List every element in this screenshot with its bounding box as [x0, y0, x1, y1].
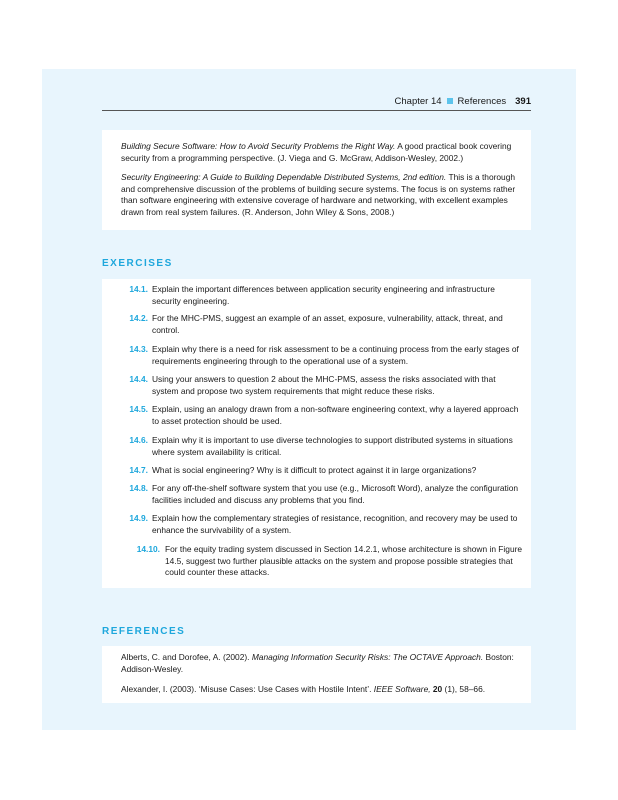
- reference-volume: 20: [432, 684, 443, 694]
- running-header: [102, 96, 531, 111]
- exercise-text: Explain the important differences between application security engineering and infrastructure security engineering.: [152, 284, 495, 306]
- reference-authors: Alexander, I. (2003). ‘Misuse Cases: Use Cases with Hostile Intent’.: [121, 684, 372, 694]
- further-reading-item: [121, 172, 526, 219]
- exercise-number: 14.8.: [129, 483, 148, 493]
- exercise-number: 14.7.: [129, 465, 148, 475]
- reference-journal: IEEE Software,: [373, 684, 431, 694]
- book-description: A good practical book covering security from a programming perspective. (J. Viega and G. McGraw, Addison-Wesley, 2002.): [121, 141, 512, 163]
- exercise-text: Using your answers to question 2 about the MHC-PMS, assess the risks associated with that system and propose two system requirements that might reduce these risks.: [152, 374, 496, 396]
- exercise-text: Explain why it is important to use diverse technologies to support distributed systems in situations where system availability is critical.: [152, 435, 513, 457]
- exercise-number: 14.1.: [129, 284, 148, 294]
- further-reading-item: [121, 141, 526, 164]
- book-description: This is a thorough and comprehensive discussion of the problems of building secure systems. The focus is on systems rather than software engineering with extensive coverage of hardware and networking, with excellent examples drawn from real system failures. (R. Anderson, John Wiley & Sons, 2008.): [121, 172, 516, 218]
- chapter-label: Chapter 14: [394, 96, 442, 107]
- exercise-number: 14.5.: [129, 404, 148, 414]
- exercise-text: Explain how the complementary strategies of resistance, recognition, and recovery may be used to enhance the survivability of a system.: [152, 513, 518, 535]
- exercise-text: Explain, using an analogy drawn from a non-software engineering context, why a layered approach to asset protection should be used.: [152, 404, 519, 426]
- reference-pages: (1), 58–66.: [444, 684, 486, 694]
- exercise-text: For the MHC-PMS, suggest an example of an asset, exposure, vulnerability, attack, threat, and control.: [152, 313, 503, 335]
- page-number: 391: [515, 96, 531, 107]
- exercise-number: 14.10.: [136, 544, 160, 554]
- reference-title: Managing Information Security Risks: The OCTAVE Approach.: [251, 652, 484, 662]
- exercise-text: For the equity trading system discussed in Section 14.2.1, whose architecture is shown in Figure 14.5, suggest two further plausible attacks on the system and propose possible strategies that could counter these attacks.: [165, 544, 523, 578]
- section-label: References: [457, 96, 507, 107]
- exercise-text: What is social engineering? Why is it difficult to protect against it in large organizations?: [152, 465, 477, 475]
- exercise-number: 14.3.: [129, 344, 148, 354]
- book-title: Building Secure Software: How to Avoid Security Problems the Right Way.: [121, 141, 396, 151]
- book-title: Security Engineering: A Guide to Building Dependable Distributed Systems, 2nd edition.: [121, 172, 447, 182]
- reference-item: [121, 684, 526, 696]
- exercise-text: Explain why there is a need for risk assessment to be a continuing process from the early stages of requirements engineering through to the operational use of a system.: [152, 344, 519, 366]
- exercises-heading: EXERCISES: [102, 258, 173, 269]
- exercise-number: 14.6.: [129, 435, 148, 445]
- exercise-number: 14.4.: [129, 374, 148, 384]
- reference-publisher: Boston: Addison-Wesley.: [121, 652, 514, 674]
- header-square-icon: [447, 98, 453, 104]
- exercise-number: 14.2.: [129, 313, 148, 323]
- exercise-number: 14.9.: [129, 513, 148, 523]
- exercise-text: For any off-the-shelf software system that you use (e.g., Microsoft Word), analyze the configuration facilities included and discuss any problems that you find.: [152, 483, 519, 505]
- reference-authors: Alberts, C. and Dorofee, A. (2002).: [121, 652, 250, 662]
- reference-item: [121, 652, 526, 675]
- references-heading: REFERENCES: [102, 626, 186, 637]
